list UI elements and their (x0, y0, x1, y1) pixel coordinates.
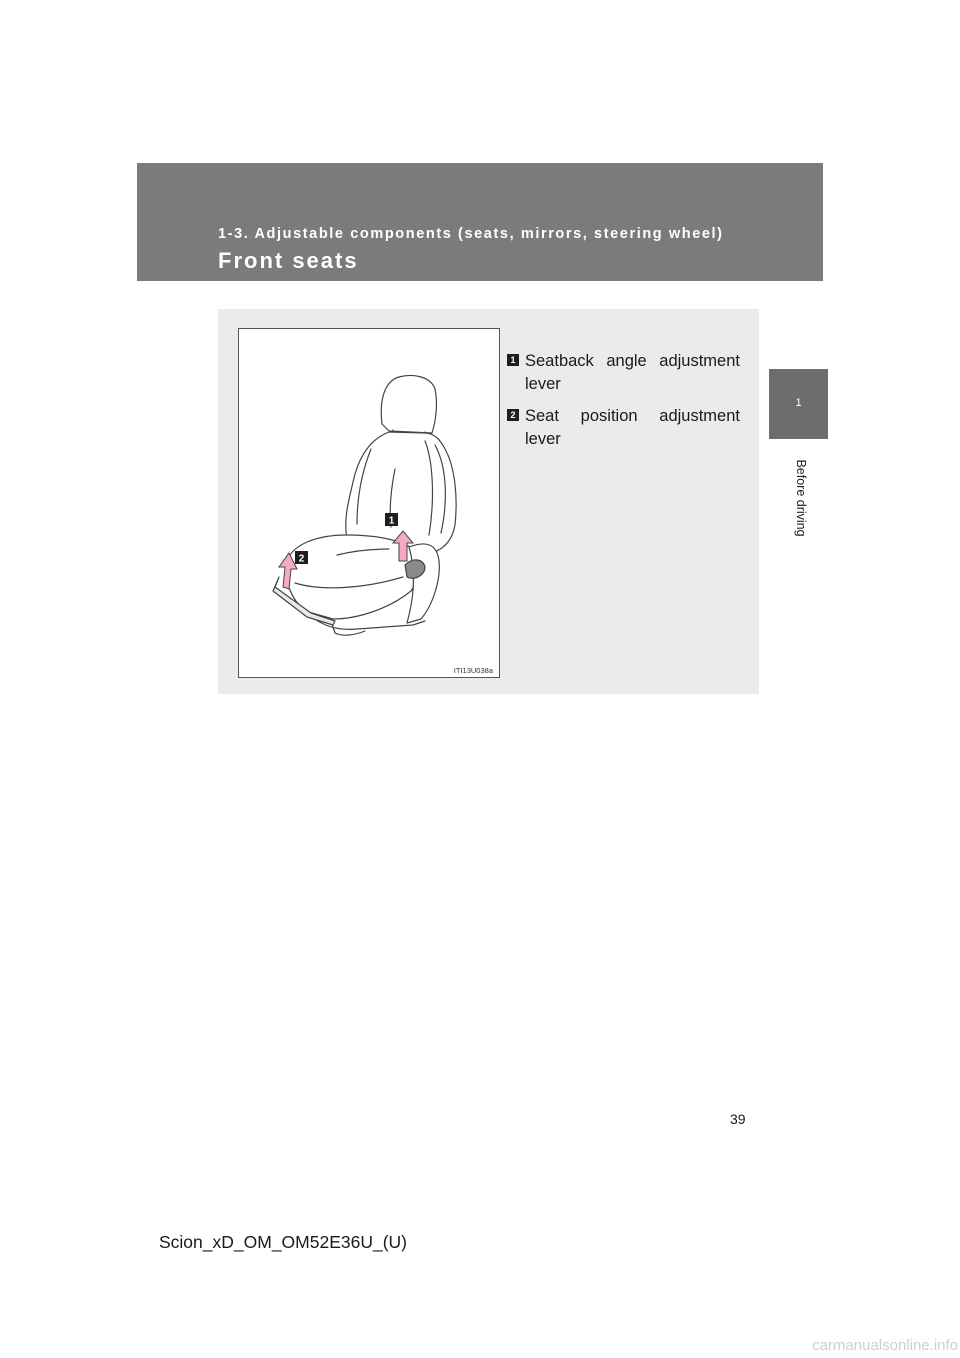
legend-item (507, 405, 740, 451)
page-number: 39 (730, 1111, 746, 1127)
chapter-number: 1 (795, 397, 802, 409)
legend-item (507, 350, 740, 396)
legend-badge: 2 (507, 409, 519, 421)
seat-illustration (239, 329, 499, 677)
section-label: 1-3. Adjustable components (seats, mirrors, steering wheel) (218, 226, 724, 242)
legend-text: Seatback angle adjustment lever (525, 352, 740, 393)
legend (507, 350, 740, 460)
legend-text: Seat position adjustment lever (525, 407, 740, 448)
page-title: Front seats (218, 248, 359, 273)
seat-figure (238, 328, 500, 678)
legend-badge: 1 (507, 354, 519, 366)
callout-1: 1 (388, 515, 395, 527)
chapter-tab[interactable] (769, 369, 828, 439)
figure-code: ITI13U038a (453, 666, 493, 675)
document-footer: Scion_xD_OM_OM52E36U_(U) (159, 1232, 408, 1252)
callout-2: 2 (298, 553, 305, 565)
watermark[interactable]: carmanualsonline.info (812, 1337, 958, 1354)
chapter-label: Before driving (794, 459, 808, 537)
